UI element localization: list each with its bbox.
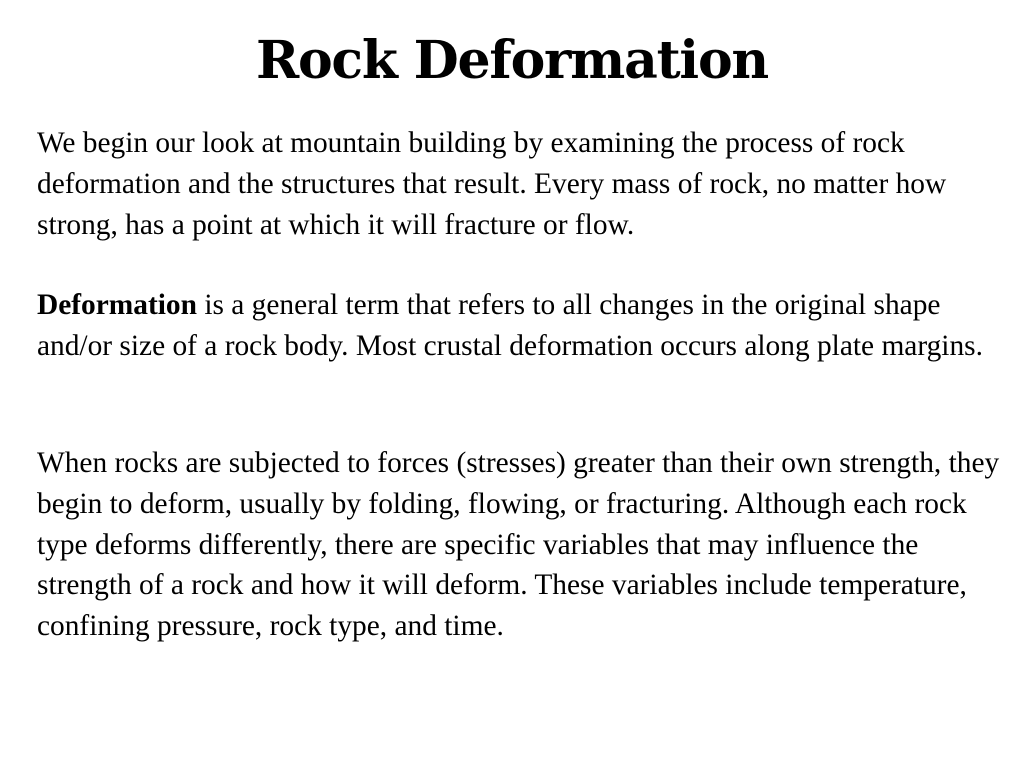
definition-text: is a general term that refers to all changes in the original shape and/or size of a rock body. Most crustal deformation occurs along plate margins. bbox=[37, 289, 983, 362]
slide-title: Rock Deformation bbox=[255, 30, 769, 91]
paragraph-intro: We begin our look at mountain building by examining the process of rock deformation and the structures that result. Every mass of rock, no matter how strong, has a point at which it will fracture or flow. bbox=[37, 127, 947, 241]
paragraph-deformation-definition bbox=[37, 285, 1012, 367]
paragraph-stress-variables: When rocks are subjected to forces (stresses) greater than their own strength, they begin to deform, usually by folding, flowing, or fracturing. Although each rock type deforms differently, there are specific variables that may influence the strength of a rock and how it will deform. These variables include temperature, confining pressure, rock type, and time. bbox=[37, 447, 1000, 643]
term-deformation: Deformation bbox=[37, 289, 197, 321]
